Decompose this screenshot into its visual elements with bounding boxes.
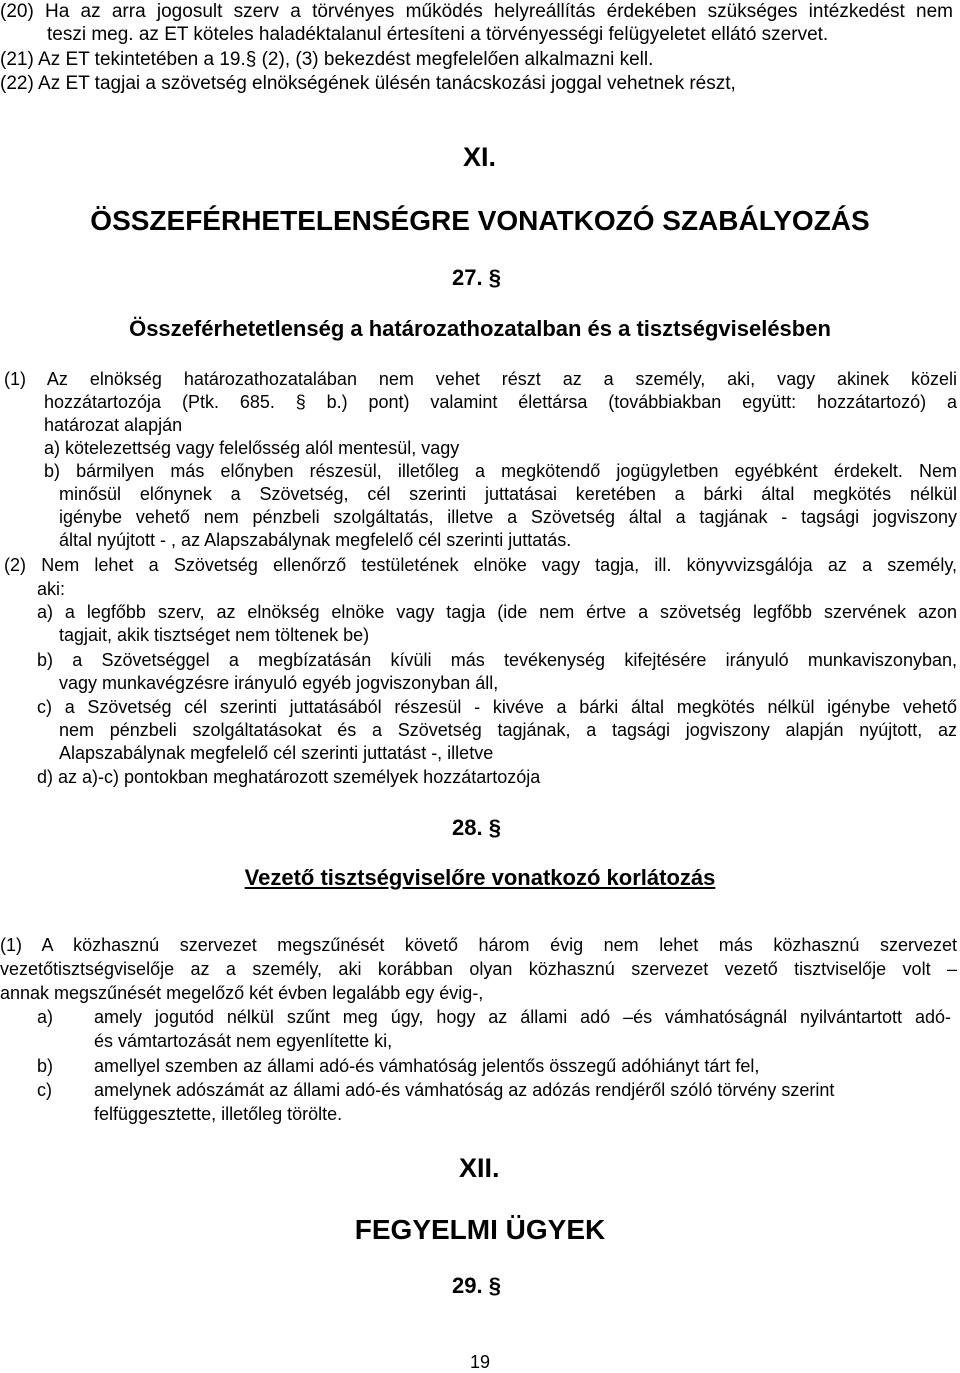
page-number: 19 [469,1352,491,1372]
s27-line: nem pénzbeli szolgáltatásokat és a Szövetség tagjának, a tagsági jogviszony alapján nyújtott, az [59,720,957,740]
s27-line: által nyújtott - , az Alapszabálynak megfelelő cél szerinti juttatás. [59,530,572,550]
s27-line: igénybe vehető nem pénzbeli szolgáltatás, illetve a Szövetség által a tagjának - tagsági jogviszony [59,507,957,527]
chapter-12-title: FEGYELMI ÜGYEK [354,1214,606,1245]
chapter-12-number: XII. [459,1153,500,1183]
s27-line: d) az a)-c) pontokban meghatározott személyek hozzátartozója [37,767,541,787]
s28-line: (1) A közhasznú szervezet megszűnését követő három évig nem lehet más közhasznú szervezet [0,935,957,955]
paragraph-20-line-1: (20) Ha az arra jogosult szerv a törvényes működés helyreállítás érdekében szükséges intézkedést nem [0,1,953,22]
paragraph-21: (21) Az ET tekintetében a 19.§ (2), (3) bekezdést megfelelően alkalmazni kell. [0,49,654,70]
s27-line: minősül előnynek a Szövetség, cél szerinti juttatásai keretében a bárki által megkötés nélkül [59,484,957,504]
s27-line: b) bármilyen más előnyben részesül, illetőleg a megkötendő jogügyletben egyébként érdekelt. Nem [44,461,957,481]
s28-item-label: a) [37,1007,54,1027]
s27-line: a) kötelezettség vagy felelősség alól mentesül, vagy [44,438,460,458]
s28-line: vezetőtisztségviselője az a személy, aki korábban olyan közhasznú szervezet vezető tisztviselője volt – [0,959,957,979]
s28-item-label: c) [37,1080,52,1100]
paragraph-22: (22) Az ET tagjai a szövetség elnökségének ülésén tanácskozási joggal vehetnek részt, [0,73,736,94]
s28-item-label: b) [37,1056,54,1076]
s27-line: a) a legfőbb szerv, az elnökség elnöke vagy tagja (ide nem értve a szövetség legfőbb szervének azon [37,602,957,622]
section-29-number: 29. § [452,1273,501,1298]
section-28-title: Vezető tisztségviselőre vonatkozó korlátozás [244,865,716,890]
s28-item-line: amellyel szemben az állami adó-és vámhatóság jelentős összegű adóhiányt tárt fel, [94,1056,760,1076]
s27-line: hozzátartozója (Ptk. 685. § b.) pont) valamint élettársa (továbbiakban együtt: hozzátartozó) a [44,392,957,412]
s27-line: c) a Szövetség cél szerinti juttatásából részesül - kivéve a bárki által megkötés nélkül igénybe vehető [37,697,957,717]
s27-line: tagjait, akik tisztséget nem töltenek be) [59,625,370,645]
s28-line: annak megszűnését megelőző két évben legalább egy évig-, [0,983,484,1003]
s28-item-line: és vámtartozását nem egyenlítette ki, [94,1031,393,1051]
chapter-11-title: ÖSSZEFÉRHETELENSÉGRE VONATKOZÓ SZABÁLYOZÁS [90,205,870,236]
section-27-title: Összeférhetetlenség a határozathozatalban és a tisztségviselésben [129,316,831,341]
s27-line: (1) Az elnökség határozathozatalában nem vehet részt az a személy, aki, vagy akinek közeli [4,369,957,389]
section-27-number: 27. § [452,265,501,290]
s27-line: Alapszabálynak megfelelő cél szerinti juttatást -, illetve [59,743,494,763]
s28-item-line: amelynek adószámát az állami adó-és vámhatóság az adózás rendjéről szóló törvény szerint [94,1080,835,1100]
paragraph-20-line-2: teszi meg. az ET köteles haladéktalanul értesíteni a törvényességi felügyeletet ellátó szervet. [47,24,829,45]
s27-line: vagy munkavégzésre irányuló egyéb jogviszonyban áll, [59,673,499,693]
s28-item-line: felfüggesztette, illetőleg törölte. [94,1104,343,1124]
chapter-11-number: XI. [463,142,497,172]
s27-line: (2) Nem lehet a Szövetség ellenőrző testületének elnöke vagy tagja, ill. könyvvizsgálója az a személy, [4,555,957,575]
s27-line: aki: [37,579,66,599]
s28-item-line: amely jogutód nélkül szűnt meg úgy, hogy az állami adó –és vámhatóságnál nyilvántartott adó- [94,1007,951,1027]
section-28-number: 28. § [452,815,501,840]
s27-line: határozat alapján [44,415,183,435]
s27-line: b) a Szövetséggel a megbízatásán kívüli más tevékenység kifejtésére irányuló munkaviszonyban, [37,650,957,670]
